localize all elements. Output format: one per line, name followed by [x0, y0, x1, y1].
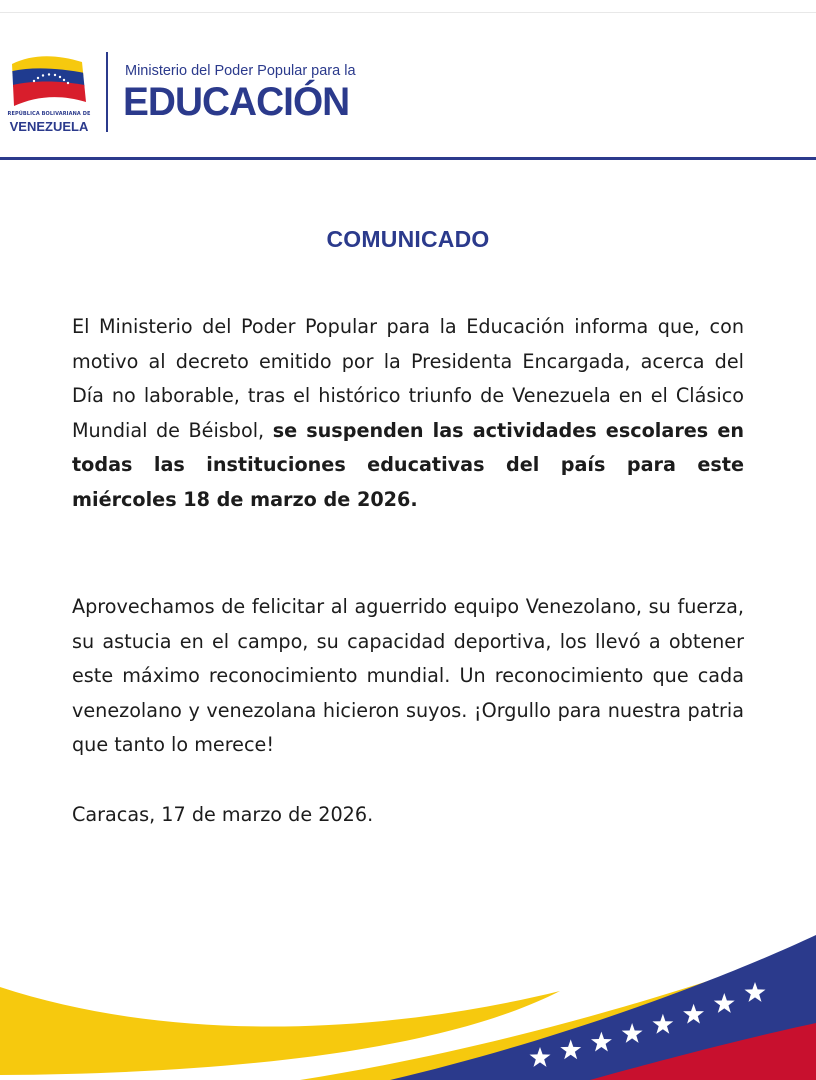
header-divider: [106, 52, 108, 132]
ministry-header: [0, 40, 816, 150]
closing-date: Caracas, 17 de marzo de 2026.: [72, 803, 374, 826]
document-title: COMUNICADO: [326, 226, 490, 252]
republic-label: REPÚBLICA BOLIVARIANA DE: [7, 111, 91, 117]
venezuela-label: VENEZUELA: [9, 119, 89, 134]
header-rule: [0, 157, 816, 160]
announcement-bold-text: se suspenden las actividades escolares en todas las instituciones educativas del país para este miércoles 18 de marzo de 2026.: [72, 418, 744, 511]
ministry-subtitle: Ministerio del Poder Popular para la: [125, 63, 356, 79]
ministry-title: EDUCACIÓN: [123, 80, 350, 124]
venezuela-flag-logo: [8, 50, 90, 110]
announcement-text: El Ministerio del Poder Popular para la Educación informa que, con motivo al decreto emitido por la Presidenta Encargada, acerca del Día no laborable, tras el histórico triunfo de Venezuela en el Clásico Mundial de Béisbol,: [72, 315, 744, 442]
top-border: [0, 12, 816, 13]
paragraph-congratulations: Aprovechamos de felicitar al aguerrido equipo Venezolano, su fuerza, su astucia en el campo, su capacidad deportiva, los llevó a obtener este máximo reconocimiento mundial. Un reconocimiento que cada venezolano y venezolana hicieron suyos. ¡Orgullo para nuestra patria que tanto lo merece!: [72, 595, 744, 756]
flag-swoosh-decoration: [0, 925, 816, 1080]
paragraph-announcement: [72, 310, 744, 517]
